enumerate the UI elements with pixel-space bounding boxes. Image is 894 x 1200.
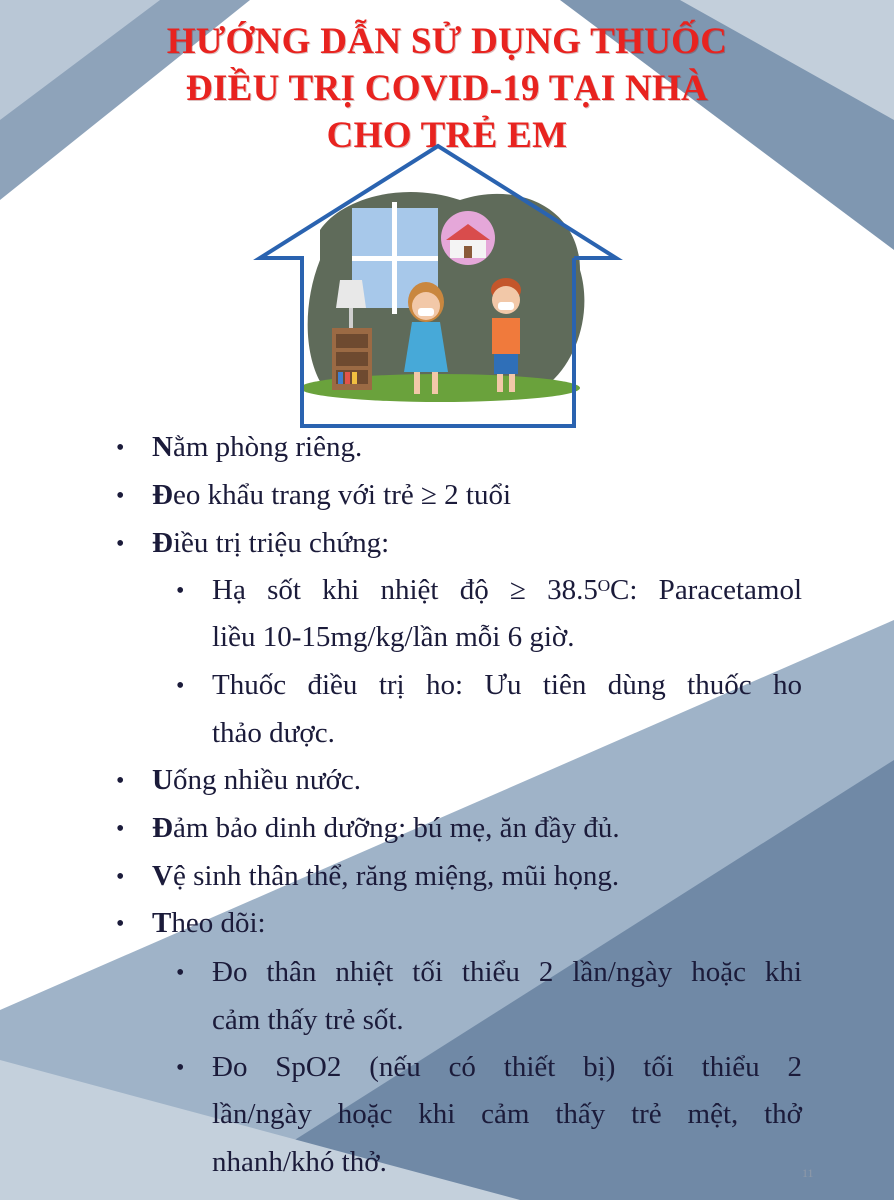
bullet: • bbox=[116, 483, 125, 509]
list-item bbox=[152, 859, 619, 893]
sub-bullet: • bbox=[176, 578, 185, 604]
list-item-text: eo khẩu trang với trẻ ≥ 2 tuổi bbox=[172, 479, 512, 511]
bullet: • bbox=[116, 768, 125, 794]
list-item bbox=[152, 763, 361, 797]
bullet: • bbox=[116, 911, 125, 937]
page-number: 11 bbox=[802, 1166, 814, 1180]
list-item-text: ệ sinh thân thể, răng miệng, mũi họng. bbox=[172, 860, 620, 892]
bullet: • bbox=[116, 531, 125, 557]
list-item-text: ằm phòng riêng. bbox=[172, 431, 363, 463]
list-item-initial: V bbox=[152, 860, 173, 892]
list-item bbox=[152, 478, 511, 512]
list-item-text: ống nhiều nước. bbox=[172, 764, 362, 796]
sub-item-line: Hạ sốt khi nhiệt độ ≥ 38.5ᴼC: Paracetamol bbox=[212, 574, 802, 606]
list-item-text: heo dõi: bbox=[171, 907, 266, 939]
list-item-text: iều trị triệu chứng: bbox=[172, 527, 390, 559]
bullet: • bbox=[116, 864, 125, 890]
list-item bbox=[152, 430, 362, 464]
sub-item-line: nhanh/khó thở. bbox=[212, 1146, 387, 1178]
bullet: • bbox=[116, 435, 125, 461]
title-line-2: ĐIỀU TRỊ COVID-19 TẠI NHÀ bbox=[185, 68, 709, 109]
list-item-initial: U bbox=[152, 764, 173, 796]
sub-item-line: cảm thấy trẻ sốt. bbox=[212, 1004, 404, 1036]
list-item bbox=[152, 526, 389, 560]
list-item-text: ảm bảo dinh dưỡng: bú mẹ, ăn đầy đủ. bbox=[172, 812, 620, 844]
list-item bbox=[152, 811, 620, 845]
sub-item-line: lần/ngày hoặc khi cảm thấy trẻ mệt, thở bbox=[212, 1098, 802, 1130]
sub-item-line: liều 10-15mg/kg/lần mỗi 6 giờ. bbox=[212, 621, 575, 653]
sub-bullet: • bbox=[176, 960, 185, 986]
sub-item-line: Đo thân nhiệt tối thiểu 2 lần/ngày hoặc khi bbox=[212, 956, 802, 988]
title-line-3: CHO TRẺ EM bbox=[326, 115, 568, 156]
bullet: • bbox=[116, 816, 125, 842]
sub-bullet: • bbox=[176, 1055, 185, 1081]
sub-item-line: Đo SpO2 (nếu có thiết bị) tối thiểu 2 bbox=[212, 1051, 802, 1083]
list-item-initial: T bbox=[152, 907, 172, 939]
sub-item-line: Thuốc điều trị ho: Ưu tiên dùng thuốc ho bbox=[212, 669, 802, 701]
list-item-initial: N bbox=[152, 431, 173, 463]
title-line-1: HƯỚNG DẪN SỬ DỤNG THUỐC bbox=[166, 21, 728, 62]
sub-item-line: thảo dược. bbox=[212, 717, 335, 749]
sub-bullet: • bbox=[176, 673, 185, 699]
list-item-initial: Đ bbox=[152, 527, 173, 559]
list-item-initial: Đ bbox=[152, 812, 173, 844]
list-item bbox=[152, 906, 266, 940]
list-item-initial: Đ bbox=[152, 479, 173, 511]
